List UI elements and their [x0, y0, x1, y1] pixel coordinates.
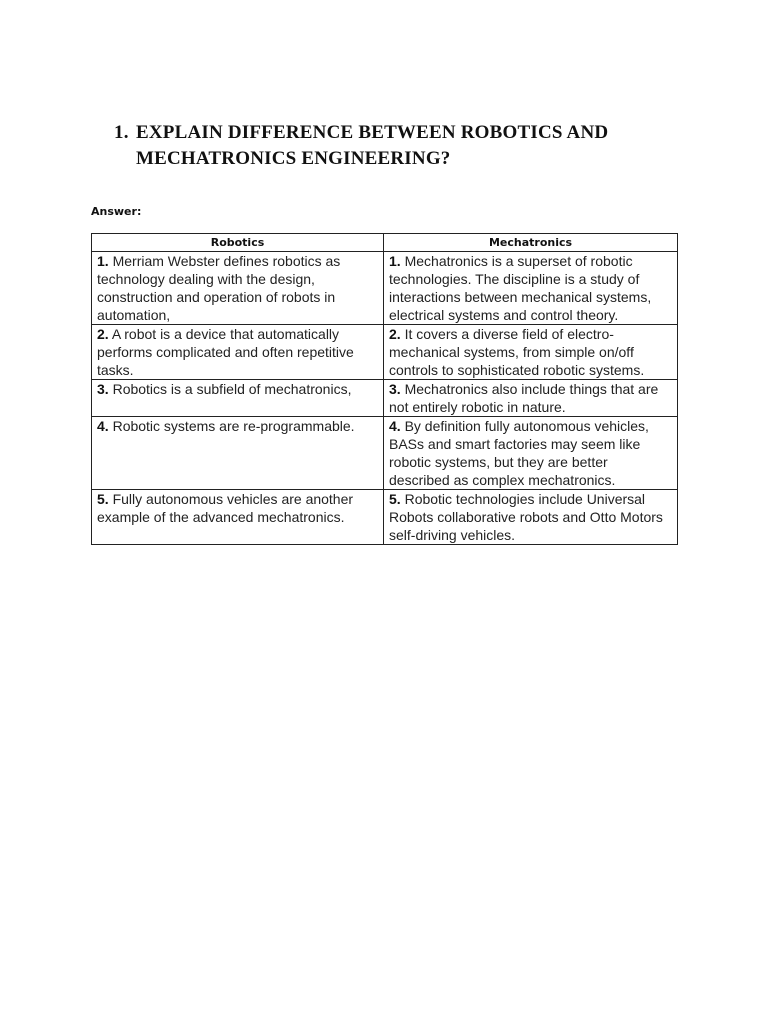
robotics-cell — [92, 325, 384, 380]
item-number: 4. — [389, 418, 401, 434]
comparison-table — [91, 233, 678, 545]
mechatronics-cell — [384, 490, 678, 545]
item-number: 5. — [389, 491, 401, 507]
cell-text: Mechatronics is a superset of robotic technologies. The discipline is a study of interactions between mechanical systems, electrical systems and control theory. — [389, 253, 652, 323]
table-header-row — [92, 234, 678, 252]
cell-text: Merriam Webster defines robotics as technology dealing with the design, construction and operation of robots in automation, — [97, 253, 341, 323]
cell-text: Mechatronics also include things that are not entirely robotic in nature. — [389, 381, 659, 415]
cell-text: A robot is a device that automatically performs complicated and often repetitive tasks. — [97, 326, 354, 378]
cell-text: Fully autonomous vehicles are another example of the advanced mechatronics. — [97, 491, 354, 525]
robotics-cell — [92, 380, 384, 417]
cell-text: Robotic technologies include Universal Robots collaborative robots and Otto Motors self-driving vehicles. — [389, 491, 663, 543]
cell-text: Robotics is a subfield of mechatronics, — [112, 381, 352, 397]
item-number: 2. — [97, 326, 109, 342]
robotics-cell — [92, 417, 384, 490]
item-number: 2. — [389, 326, 401, 342]
robotics-cell — [92, 252, 384, 325]
question-text: EXPLAIN DIFFERENCE BETWEEN ROBOTICS AND MECHATRONICS ENGINEERING? — [136, 122, 609, 169]
mechatronics-cell — [384, 417, 678, 490]
item-number: 3. — [389, 381, 401, 397]
table-row — [92, 380, 678, 417]
table-row — [92, 417, 678, 490]
cell-text: Robotic systems are re-programmable. — [112, 418, 355, 434]
question-heading — [114, 120, 674, 172]
mechatronics-cell — [384, 252, 678, 325]
header-mechatronics: Mechatronics — [384, 234, 678, 252]
table-row — [92, 325, 678, 380]
mechatronics-cell — [384, 380, 678, 417]
item-number: 5. — [97, 491, 109, 507]
robotics-cell — [92, 490, 384, 545]
item-number: 4. — [97, 418, 109, 434]
table-row — [92, 252, 678, 325]
item-number: 1. — [389, 253, 401, 269]
cell-text: By definition fully autonomous vehicles, BASs and smart factories may seem like robotic systems, but they are better described as complex mechatronics. — [389, 418, 649, 488]
item-number: 1. — [97, 253, 109, 269]
question-number: 1. — [114, 122, 129, 143]
answer-label: Answer: — [91, 205, 142, 218]
table-row — [92, 490, 678, 545]
item-number: 3. — [97, 381, 109, 397]
mechatronics-cell — [384, 325, 678, 380]
cell-text: It covers a diverse field of electro-mechanical systems, from simple on/off controls to sophisticated robotic systems. — [389, 326, 645, 378]
header-robotics: Robotics — [92, 234, 384, 252]
